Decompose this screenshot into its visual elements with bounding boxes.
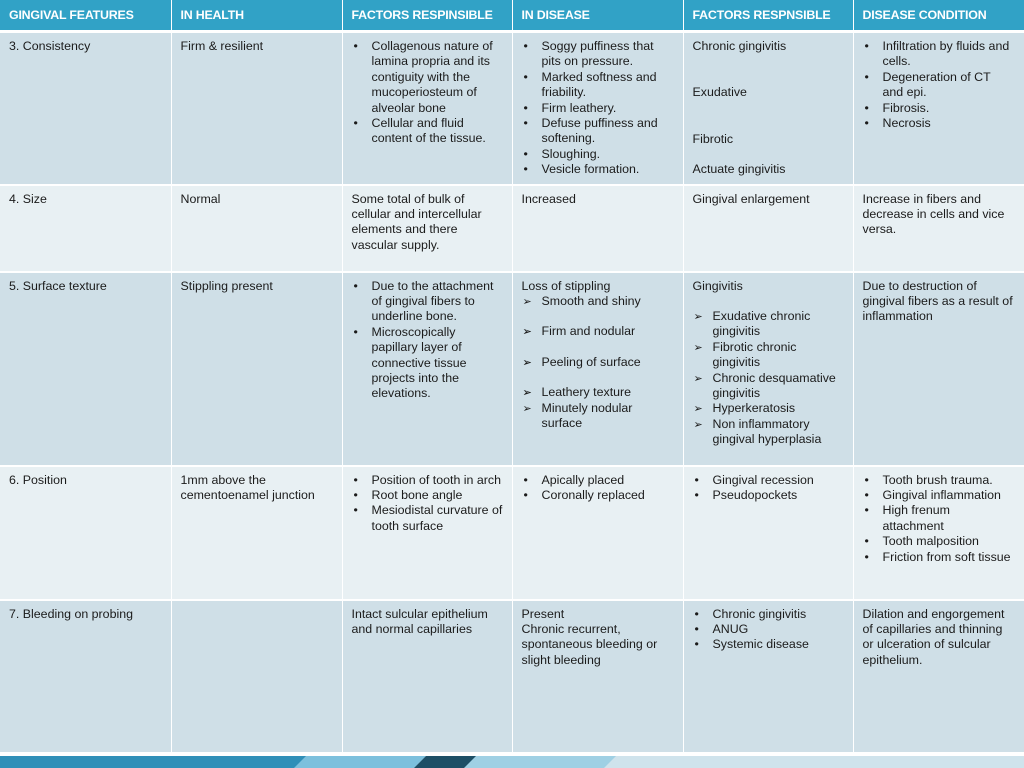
list-item: ➢ Hyperkeratosis (693, 401, 844, 416)
disease-extra-text: Chronic recurrent, spontaneous bleeding or slight bleeding (521, 621, 658, 667)
list-item: ➢ Peeling of surface (522, 355, 674, 370)
list-item: • Chronic gingivitis (693, 607, 844, 622)
list-item: • Firm leathery. (522, 101, 674, 116)
table-row-position (0, 466, 1024, 600)
decorative-footer-band (0, 756, 1024, 768)
footer-stripe (0, 756, 330, 768)
factors-health-cell (342, 272, 512, 466)
footer-stripe (294, 756, 426, 768)
list-item: • Soggy puffiness that pits on pressure. (522, 39, 674, 70)
list-item: • Gingival recession (693, 473, 844, 488)
list-item: • Degeneration of CT and epi. (863, 70, 1015, 101)
list-item: • High frenum attachment (863, 503, 1015, 534)
health-cell: Normal (171, 185, 342, 272)
header-in-disease: IN DISEASE (512, 0, 683, 32)
condition-cell (853, 466, 1024, 600)
disease-cell (512, 32, 683, 185)
table-row-surface-texture (0, 272, 1024, 466)
condition-cell: Due to destruction of gingival fibers as a result of inflammation (853, 272, 1024, 466)
factor-text: Chronic gingivitis (692, 39, 787, 53)
feature-cell: 5. Surface texture (0, 272, 171, 466)
factors-health-cell (342, 32, 512, 185)
list-item: ➢ Fibrotic chronic gingivitis (693, 340, 844, 371)
list-item: • Root bone angle (352, 488, 503, 503)
list-item: • Necrosis (863, 116, 1015, 131)
header-factors-health: FACTORS RESPINSIBLE (342, 0, 512, 32)
health-cell: 1mm above the cementoenamel junction (171, 466, 342, 600)
disease-cell (512, 600, 683, 753)
list-item: • Apically placed (522, 473, 674, 488)
list-item: ➢ Chronic desquamative gingivitis (693, 371, 844, 402)
factors-disease-cell (683, 600, 853, 753)
list-item: • Systemic disease (693, 637, 844, 652)
list-item: • Cellular and fluid content of the tissue. (352, 116, 503, 147)
list-item: ➢ Firm and nodular (522, 324, 674, 339)
header-factors-disease: FACTORS RESPNSIBLE (683, 0, 853, 32)
list-item: • Gingival inflammation (863, 488, 1015, 503)
header-gingival-features: GINGIVAL FEATURES (0, 0, 171, 32)
disease-cell (512, 466, 683, 600)
list-item: • Marked softness and friability. (522, 70, 674, 101)
factors-disease-cell: Gingival enlargement (683, 185, 853, 272)
list-item: • Fibrosis. (863, 101, 1015, 116)
disease-cell: Increased (512, 185, 683, 272)
list-item: ➢ Non inflammatory gingival hyperplasia (693, 417, 844, 448)
list-item: • Pseudopockets (693, 488, 844, 503)
list-item: • Tooth brush trauma. (863, 473, 1015, 488)
factor-text: Actuate gingivitis (692, 162, 786, 177)
footer-stripe (464, 756, 616, 768)
health-cell: Firm & resilient (171, 32, 342, 185)
table-row-bleeding-on-probing (0, 600, 1024, 753)
list-item: ➢ Exudative chronic gingivitis (693, 309, 844, 340)
feature-cell: 6. Position (0, 466, 171, 600)
list-item: ➢ Minutely nodular surface (522, 401, 674, 432)
list-item: • Friction from soft tissue (863, 550, 1015, 565)
list-item: • Microscopically papillary layer of connective tissue projects into the elevations. (352, 325, 503, 402)
factors-disease-cell (683, 272, 853, 466)
list-item: • Defuse puffiness and softening. (522, 116, 674, 147)
list-item: • ANUG (693, 622, 844, 637)
condition-cell: Dilation and engorgement of capillaries and thinning or ulceration of sulcular epithelium. (853, 600, 1024, 753)
disease-intro: Loss of stippling (521, 278, 611, 293)
list-item: ➢ Smooth and shiny (522, 294, 674, 309)
feature-cell: 3. Consistency (0, 32, 171, 185)
list-item: • Mesiodistal curvature of tooth surface (352, 503, 503, 534)
health-cell (171, 600, 342, 753)
factors-disease-cell (683, 32, 853, 185)
list-item: • Due to the attachment of gingival fibers to underline bone. (352, 279, 503, 325)
list-item: • Tooth malposition (863, 534, 1015, 549)
condition-cell (853, 32, 1024, 185)
list-item: • Infiltration by fluids and cells. (863, 39, 1015, 70)
feature-cell: 4. Size (0, 185, 171, 272)
factor-text: Fibrotic (692, 131, 734, 146)
disease-text: Present (521, 606, 565, 621)
factors-disease-cell (683, 466, 853, 600)
list-item: • Sloughing. (522, 147, 674, 162)
header-disease-condition: DISEASE CONDITION (853, 0, 1024, 32)
health-cell: Stippling present (171, 272, 342, 466)
factors-health-cell: Intact sulcular epithelium and normal capillaries (342, 600, 512, 753)
header-in-health: IN HEALTH (171, 0, 342, 32)
list-item: • Position of tooth in arch (352, 473, 503, 488)
disease-cell (512, 272, 683, 466)
list-item: • Vesicle formation. (522, 162, 674, 177)
factors-health-cell (342, 466, 512, 600)
list-item: • Collagenous nature of lamina propria and its contiguity with the mucoperiosteum of alveolar bone (352, 39, 503, 116)
table-row-size (0, 185, 1024, 272)
list-item: • Coronally replaced (522, 488, 674, 503)
table-header-row (0, 0, 1024, 32)
factors-health-cell: Some total of bulk of cellular and intercellular elements and there vascular supply. (342, 185, 512, 272)
factor-text: Exudative (692, 85, 747, 100)
feature-cell: 7. Bleeding on probing (0, 600, 171, 753)
table-row-consistency (0, 32, 1024, 185)
list-item: ➢ Leathery texture (522, 385, 674, 400)
factors-disease-intro: Gingivitis (692, 278, 743, 293)
condition-cell: Increase in fibers and decrease in cells and vice versa. (853, 185, 1024, 272)
